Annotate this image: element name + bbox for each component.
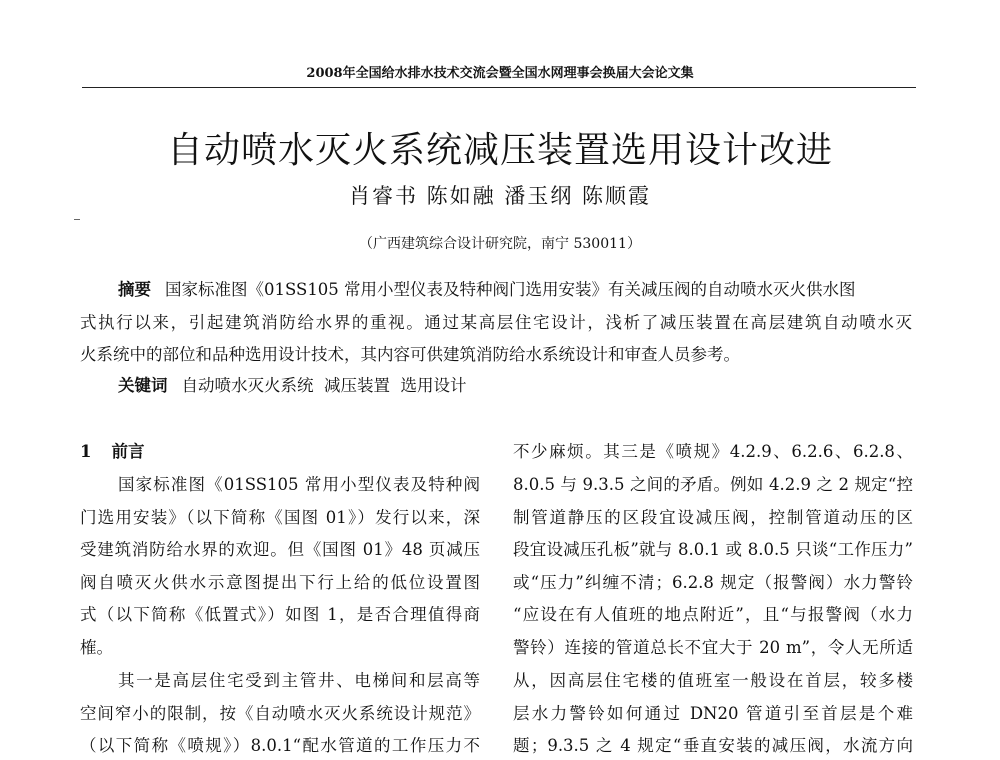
body-line: 或“压力”纠缠不清；6.2.8 规定（报警阀）水力警铃 (513, 573, 913, 592)
body-line: “应设在有人值班的地点附近”，且“与报警阀（水力 (513, 605, 913, 624)
keywords-label: 关键词 (118, 376, 168, 395)
body-line: （以下简称《喷规》）8.0.1“配水管道的工作压力不 (80, 736, 480, 755)
body-line: 警铃）连接的管道总长不宜大于 20 m”，令人无所适 (513, 638, 913, 657)
body-line: 段宜设减压孔板”就与 8.0.1 或 8.0.5 只谈“工作压力” (513, 540, 913, 559)
body-line: 其一是高层住宅受到主管井、电梯间和层高等 (118, 671, 480, 690)
body-line: 层水力警铃如何通过 DN20 管道引至首层是个难 (513, 704, 913, 723)
header-rule (82, 87, 916, 88)
authors: 肖睿书 陈如融 潘玉纲 陈顺霞 (348, 184, 652, 208)
body-line: 从，因高层住宅楼的值班室一般设在首层，较多楼 (513, 671, 913, 690)
abstract-line-1 (118, 280, 912, 300)
body-line: 制管道静压的区段宜设减压阀，控制管道动压的区 (513, 508, 913, 527)
section-heading (80, 442, 144, 462)
abstract-line-3: 火系统中的部位和品种选用设计技术，其内容可供建筑消防给水系统设计和审查人员参考。 (80, 345, 740, 364)
abstract-text: 国家标准图《01SS105 常用小型仪表及特种阀门选用安装》有关减压阀的自动喷水灭火供水图 (165, 280, 856, 299)
body-line: 题；9.3.5 之 4 规定“垂直安装的减压阀，水流方向 (513, 736, 913, 755)
body-line: 榷。 (80, 638, 113, 657)
section-title: 前言 (111, 442, 145, 461)
affiliation: （广西建筑综合设计研究院，南宁 530011） (359, 236, 641, 252)
abstract-label: 摘要 (118, 280, 151, 299)
running-header: 2008年全国给水排水技术交流会暨全国水网理事会换届大会论文集 (306, 66, 694, 81)
paper-title: 自动喷水灭火系统减压装置选用设计改进 (166, 130, 833, 171)
keywords (118, 376, 466, 396)
keywords-text: 自动喷水灭火系统 减压装置 选用设计 (181, 376, 467, 395)
body-line: 受建筑消防给水界的欢迎。但《国图 01》48 页减压 (80, 540, 480, 559)
abstract-line-2: 式执行以来，引起建筑消防给水界的重视。通过某高层住宅设计，浅析了减压装置在高层建筑自动喷水灭 (80, 313, 912, 332)
body-line: 国家标准图《01SS105 常用小型仪表及特种阀 (118, 475, 480, 494)
margin-mark (74, 219, 80, 220)
body-line: 8.0.5 与 9.3.5 之间的矛盾。例如 4.2.9 之 2 规定“控 (513, 475, 913, 494)
body-line: 阀自喷灭火供水示意图提出下行上给的低位设置图 (80, 573, 480, 592)
body-line: 门选用安装》（以下简称《国图 01》）发行以来，深 (80, 508, 480, 527)
body-line: 空间窄小的限制，按《自动喷水灭火系统设计规范》 (80, 704, 480, 723)
body-line: 不少麻烦。其三是《喷规》4.2.9、6.2.6、6.2.8、 (513, 442, 913, 461)
body-line: 式（以下简称《低置式》）如图 1，是否合理值得商 (80, 605, 480, 624)
section-number: 1 (80, 442, 92, 461)
